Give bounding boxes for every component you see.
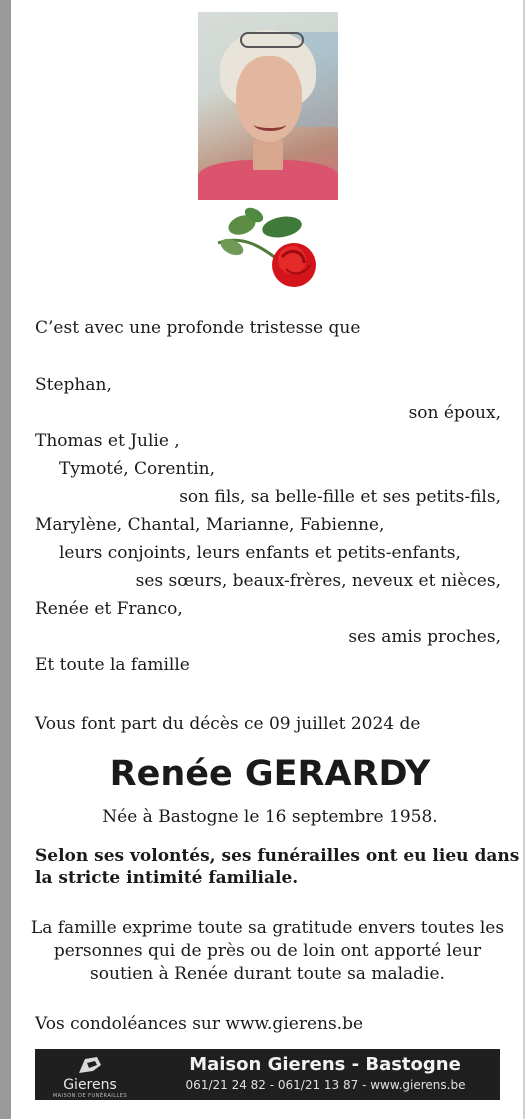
gierens-logo bbox=[45, 1053, 135, 1097]
banner-title: Maison Gierens - Bastogne bbox=[189, 1054, 461, 1075]
condolences-text: Vos condoléances sur www.gierens.be bbox=[35, 1014, 364, 1034]
family-line: Et toute la famille bbox=[35, 655, 190, 675]
deceased-name: Renée GERARDY bbox=[109, 754, 431, 794]
portrait-photo bbox=[198, 12, 338, 200]
family-line: Renée et Franco, bbox=[35, 599, 183, 619]
birth-text: Née à Bastogne le 16 septembre 1958. bbox=[102, 807, 438, 827]
left-edge-bar bbox=[0, 0, 11, 1119]
family-line: Tymoté, Corentin, bbox=[59, 459, 215, 479]
funeral-home-banner bbox=[35, 1049, 500, 1100]
family-line: Thomas et Julie , bbox=[35, 431, 180, 451]
gratitude-text: soutien à Renée durant toute sa maladie. bbox=[90, 964, 445, 984]
logo-icon bbox=[75, 1055, 105, 1075]
gratitude-text: personnes qui de près ou de loin ont apporté leur bbox=[53, 941, 482, 961]
family-line: Marylène, Chantal, Marianne, Fabienne, bbox=[35, 515, 385, 535]
family-line: Stephan, bbox=[35, 375, 112, 395]
banner-contact: 061/21 24 82 - 061/21 13 87 - www.gierens.be bbox=[185, 1078, 466, 1092]
logo-subtitle: MAISON DE FUNÉRAILLES bbox=[52, 1093, 128, 1099]
family-line: ses amis proches, bbox=[348, 627, 501, 647]
logo-brand: Gierens bbox=[63, 1077, 117, 1093]
funeral-text: Selon ses volontés, ses funérailles ont eu lieu dans bbox=[35, 846, 520, 866]
intro-text: C’est avec une profonde tristesse que bbox=[35, 318, 361, 338]
family-line: ses sœurs, beaux-frères, neveux et nièces, bbox=[135, 571, 501, 591]
gratitude-text: La famille exprime toute sa gratitude envers toutes les bbox=[30, 918, 505, 938]
family-line: son époux, bbox=[408, 403, 501, 423]
family-line: son fils, sa belle-fille et ses petits-fils, bbox=[179, 487, 501, 507]
funeral-text: la stricte intimité familiale. bbox=[35, 868, 299, 888]
announcement-text: Vous font part du décès ce 09 juillet 2024 de bbox=[35, 714, 421, 734]
family-line: leurs conjoints, leurs enfants et petits-enfants, bbox=[59, 543, 461, 563]
rose-icon bbox=[212, 205, 324, 297]
